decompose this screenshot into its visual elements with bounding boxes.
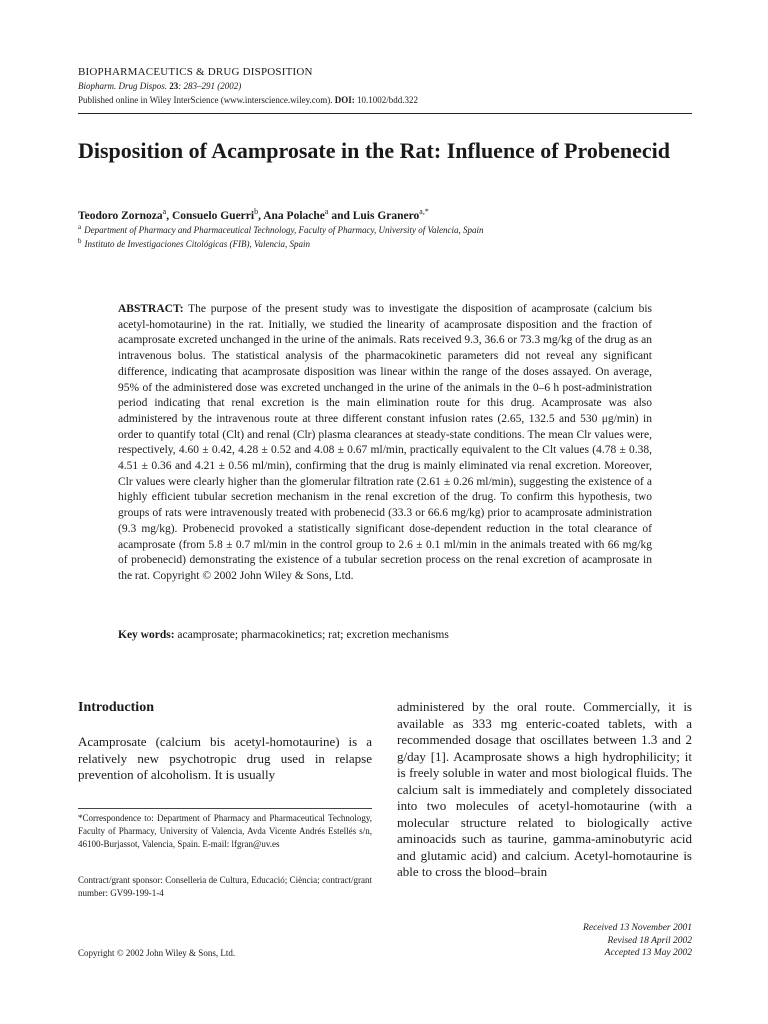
abstract-label: ABSTRACT:	[118, 303, 184, 315]
citation-pages: : 283–291 (2002)	[178, 81, 242, 91]
doi-value[interactable]: 10.1002/bdd.322	[356, 95, 418, 105]
published-text: Published online in Wiley InterScience (www.interscience.wiley.com).	[78, 95, 333, 105]
author-affiliation-mark: a,*	[419, 207, 429, 216]
author-affiliation-mark: a	[162, 207, 167, 216]
citation-journal: Biopharm. Drug Dispos.	[78, 81, 168, 91]
author-name[interactable]: Ana Polache	[263, 209, 325, 222]
correspondence-footnote: *Correspondence to: Department of Pharmacy and Pharmaceutical Technology, Faculty of Pharmacy, University of Valencia, Avda Vicente Andrés Estellés s/n, 46100-Burjassot, Valencia, Spain. E-mail: lfgran@uv.es	[78, 813, 372, 849]
affiliation-mark: b	[78, 237, 82, 245]
accepted-date: Accepted 13 May 2002	[604, 948, 692, 958]
keywords-label: Key words:	[118, 629, 175, 641]
author-separator: ,	[258, 209, 264, 222]
author-affiliation-mark: a	[324, 207, 329, 216]
intro-paragraph-right: administered by the oral route. Commercially, it is available as 333 mg enteric-coated tablets, with a recommended dosage that oscillates between 1.3 and 2 g/day [1]. Acamprosate shows a high hydrophilicity; it is freely soluble in water and most biological fluids. The calcium salt is immediately and completely dissociated into two molecules of acetyl-homotaurine (with a molecular structure related to biologically active aminoacids such as taurine, gamma-aminobutyric acid and glutamic acid) and calcium. Acetyl-homotaurine is able to cross the blood–brain	[397, 699, 692, 879]
header-divider	[78, 113, 692, 114]
article-dates	[470, 922, 692, 960]
affiliation-a	[78, 223, 483, 235]
intro-paragraph-left: Acamprosate (calcium bis acetyl-homotaurine) is a relatively new psychotropic drug used in relapse prevention of alcoholism. It is usually	[78, 734, 372, 782]
affiliation-mark: a	[78, 223, 82, 231]
author-name[interactable]: Consuelo Guerri	[171, 209, 255, 222]
keywords-text: acamprosate; pharmacokinetics; rat; excretion mechanisms	[177, 629, 449, 641]
affiliation-b	[78, 237, 310, 249]
journal-citation	[78, 81, 241, 91]
author-list	[78, 207, 429, 222]
author-name[interactable]: Luis Granero	[352, 209, 420, 222]
abstract	[118, 302, 652, 585]
copyright-notice: Copyright © 2002 John Wiley & Sons, Ltd.	[78, 948, 236, 958]
received-date: Received 13 November 2001	[583, 923, 692, 933]
section-heading-introduction: Introduction	[78, 700, 154, 715]
journal-name: BIOPHARMACEUTICS & DRUG DISPOSITION	[78, 66, 313, 78]
footnote-divider	[78, 808, 372, 809]
published-online-line	[78, 95, 418, 105]
affiliation-text: Instituto de Investigaciones Citológicas (FIB), Valencia, Spain	[84, 239, 310, 249]
abstract-text: The purpose of the present study was to investigate the disposition of acamprosate (calcium bis acetyl-homotaurine) in the rat. Initially, we studied the linearity of acamprosate disposition and the fraction of acamprosate excreted unchanged in the urine of the animals. Rats received 9.3, 36.6 or 73.3 mg/kg of the drug as an intravenous bolus. The statistical analysis of the pharmacokinetic parameters did not reveal any significant difference, indicating that acamprosate disposition was linear within the range of the doses assayed. On average, 95% of the administered dose was excreted unchanged in the urine of the animals in the 0–6 h post-administration period indicating that renal excretion is the main elimination route for this drug. Acamprosate was also administered by the intravenous route at three different constant infusion rates (2.65, 132.5 and 530 μg/min) in order to quantify total (Clt) and renal (Clr) plasma clearances at steady-state conditions. The mean Clr values were, respectively, 4.60 ± 0.42, 4.28 ± 0.52 and 4.08 ± 0.67 ml/min, practically equivalent to the Clt values (4.78 ± 0.38, 4.51 ± 0.36 and 4.21 ± 0.56 ml/min), confirming that the drug is mainly eliminated via renal excretion. Moreover, Clr values were clearly higher than the glomerular filtration rate (2.61 ± 0.26 ml/min), suggesting the existence of a highly efficient tubular secretion mechanism in the renal excretion of the drug. To confirm this hypothesis, two groups of rats were intravenously treated with probenecid (33.3 or 66.6 mg/kg) prior to acamprosate administration (9.3 mg/kg). Probenecid provoked a statistically significant dose-dependent reduction in the total clearance of acamprosate (from 5.8 ± 0.7 ml/min in the control group to 2.6 ± 0.1 ml/min in the animals treated with 66 mg/kg of probenecid) demonstrating the existence of a tubular secretion process on the renal excretion of acamprosate in the rat. Copyright © 2002 John Wiley & Sons, Ltd.	[118, 303, 653, 582]
article-title: Disposition of Acamprosate in the Rat: Influence of Probenecid	[78, 138, 670, 163]
author-separator: ,	[166, 209, 172, 222]
grant-footnote: Contract/grant sponsor: Conselleria de Cultura, Educació; Ciència; contract/grant number: GV99-199-1-4	[78, 875, 372, 898]
keywords	[118, 629, 449, 641]
author-affiliation-mark: b	[254, 207, 259, 216]
citation-volume: 23	[169, 81, 179, 91]
affiliation-text: Department of Pharmacy and Pharmaceutical Technology, Faculty of Pharmacy, University of Valencia, Spain	[84, 225, 484, 235]
doi-label: DOI:	[334, 95, 355, 105]
revised-date: Revised 18 April 2002	[607, 935, 692, 946]
author-separator: and	[328, 209, 353, 222]
author-name[interactable]: Teodoro Zornoza	[78, 209, 163, 222]
